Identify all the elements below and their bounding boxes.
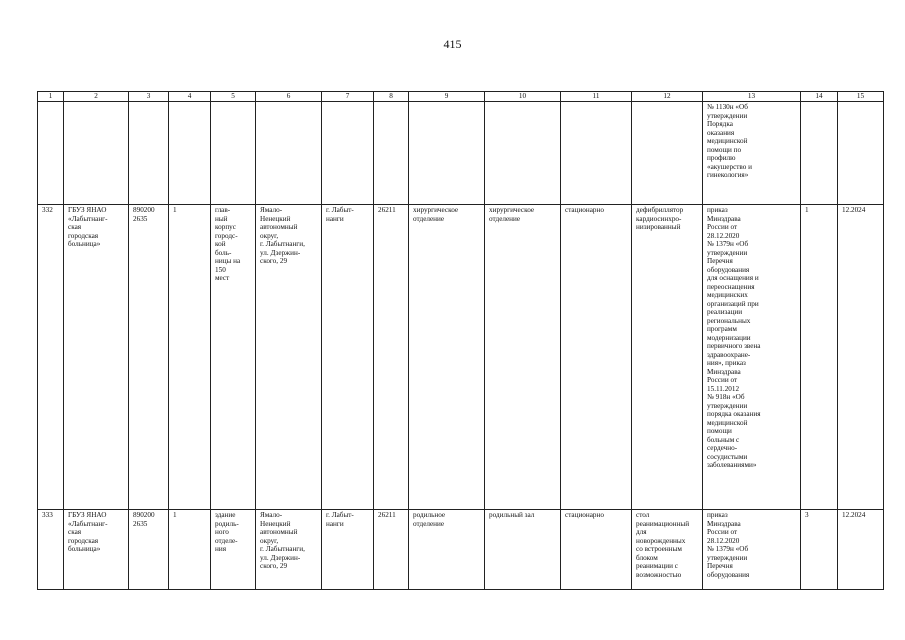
text-line: 15.11.2012 <box>707 384 740 393</box>
cell <box>322 102 374 205</box>
text-line: программ <box>707 325 737 333</box>
date-cell: 12.2024 <box>838 510 884 590</box>
city-cell <box>322 510 374 590</box>
text-line: городс- <box>215 231 238 240</box>
cell <box>838 102 884 205</box>
text-line: гинекология» <box>707 171 749 179</box>
row-number-cell: 333 <box>38 510 64 590</box>
city-cell <box>322 205 374 510</box>
quantity-cell: 3 <box>801 510 838 590</box>
text-line: ская <box>68 223 82 231</box>
column-number-header: 10 <box>485 92 561 102</box>
inn-cell <box>129 510 169 590</box>
equipment-cell <box>632 205 703 510</box>
column-number-header: 6 <box>256 92 322 102</box>
text-line: переоснащения <box>707 282 755 291</box>
cell <box>211 102 256 205</box>
table-row <box>38 510 884 590</box>
text-line: 28.12.2020 <box>707 231 740 240</box>
text-line: России от <box>707 528 738 536</box>
address-cell <box>256 205 322 510</box>
text-line: блоком <box>636 553 658 562</box>
cell <box>561 102 632 205</box>
code-cell: 26211 <box>374 510 409 590</box>
order-cell <box>703 102 801 205</box>
col4-cell: 1 <box>169 205 211 510</box>
text-line: г. Лабыт- <box>326 206 354 214</box>
text-line: родильный зал <box>489 511 535 519</box>
text-line: ул. Дзержин- <box>260 553 301 562</box>
text-line: Минздрава <box>707 519 741 528</box>
text-line: ния <box>215 545 226 553</box>
text-line: сосудистыми <box>707 452 748 461</box>
building-cell <box>211 510 256 590</box>
text-line: хирургическое <box>413 206 459 214</box>
text-line: помощи <box>707 427 732 435</box>
text-line: ния», приказ <box>707 359 746 367</box>
cell <box>256 102 322 205</box>
text-line: родиль- <box>215 519 239 528</box>
column-number-header: 4 <box>169 92 211 102</box>
text-line: приказ <box>707 206 728 214</box>
text-line: помощи по <box>707 145 742 154</box>
building-cell <box>211 205 256 510</box>
text-line: Минздрава <box>707 214 741 223</box>
cell <box>632 102 703 205</box>
text-line: № 918н «Об <box>707 393 745 401</box>
text-line: Перечня <box>707 562 733 570</box>
column-number-header: 11 <box>561 92 632 102</box>
text-line: утверждении <box>707 111 748 120</box>
text-line: сердечно- <box>707 444 738 452</box>
text-line: новорожденных <box>636 536 686 545</box>
text-line: Ямало- <box>260 206 283 214</box>
text-line: реанимации с <box>636 562 678 570</box>
text-line: возможностью <box>636 570 682 579</box>
cell <box>38 102 64 205</box>
quantity-cell: 1 <box>801 205 838 510</box>
text-line: больница» <box>68 545 101 553</box>
order-cell <box>703 510 801 590</box>
department-cell <box>409 510 485 590</box>
care-type-cell: стационарно <box>561 205 632 510</box>
text-line: «Лабытнанг- <box>68 519 108 528</box>
column-number-row <box>38 92 884 102</box>
text-line: ГБУЗ ЯНАО <box>68 206 107 214</box>
text-line: больница» <box>68 240 101 248</box>
text-line: хирургическое <box>489 206 535 214</box>
cell <box>485 102 561 205</box>
text-line: заболеваниями» <box>707 461 757 469</box>
text-line: утверждении <box>707 401 748 410</box>
text-line: г. Лабытнанги, <box>260 545 305 553</box>
equipment-registry-table <box>37 91 884 590</box>
column-number-header: 14 <box>801 92 838 102</box>
cell <box>801 102 838 205</box>
text-line: Ненецкий <box>260 214 291 223</box>
text-line: ского, 29 <box>260 257 288 265</box>
text-line: региональных <box>707 316 751 325</box>
text-line: здание <box>215 511 236 519</box>
row-number-cell: 332 <box>38 205 64 510</box>
text-line: Перечня <box>707 257 733 265</box>
text-line: ская <box>68 528 82 536</box>
text-line: модернизации <box>707 333 751 342</box>
text-line: Ямало- <box>260 511 283 519</box>
text-line: отделе- <box>215 536 238 545</box>
text-line: боль- <box>215 248 232 257</box>
text-line: нанги <box>326 519 344 528</box>
text-line: глав- <box>215 206 231 214</box>
column-number-header: 9 <box>409 92 485 102</box>
column-number-header: 8 <box>374 92 409 102</box>
text-line: отделение <box>413 519 445 528</box>
text-line: 2635 <box>133 519 148 528</box>
code-cell: 26211 <box>374 205 409 510</box>
column-number-header: 7 <box>322 92 374 102</box>
text-line: г. Лабытнанги, <box>260 240 305 248</box>
text-line: стол <box>636 511 650 519</box>
text-line: автономный <box>260 528 298 536</box>
text-line: оборудования <box>707 570 750 579</box>
text-line: медицинских <box>707 291 748 299</box>
date-cell: 12.2024 <box>838 205 884 510</box>
cell <box>129 102 169 205</box>
organization-cell <box>64 510 129 590</box>
text-line: ского, 29 <box>260 562 288 570</box>
column-number-header: 5 <box>211 92 256 102</box>
text-line: 890200 <box>133 511 155 519</box>
care-type-cell: стационарно <box>561 510 632 590</box>
text-line: медицинской <box>707 137 748 145</box>
text-line: для оснащения и <box>707 274 759 282</box>
text-line: порядка оказания <box>707 410 761 418</box>
text-line: ного <box>215 528 229 536</box>
department-cell <box>409 205 485 510</box>
column-number-header: 13 <box>703 92 801 102</box>
text-line: № 1130н «Об <box>707 103 748 111</box>
address-cell <box>256 510 322 590</box>
cell <box>64 102 129 205</box>
column-number-header: 1 <box>38 92 64 102</box>
unit-cell <box>485 205 561 510</box>
text-line: городская <box>68 536 99 545</box>
text-line: Ненецкий <box>260 519 291 528</box>
text-line: отделение <box>413 214 445 223</box>
text-line: ницы на <box>215 257 241 265</box>
equipment-cell <box>632 510 703 590</box>
text-line: России от <box>707 223 738 231</box>
cell <box>374 102 409 205</box>
text-line: организаций при <box>707 299 759 308</box>
column-number-header: 3 <box>129 92 169 102</box>
text-line: медицинской <box>707 418 748 427</box>
text-line: 150 <box>215 265 226 274</box>
text-line: низированный <box>636 223 681 231</box>
cell <box>169 102 211 205</box>
col4-cell: 1 <box>169 510 211 590</box>
order-cell <box>703 205 801 510</box>
text-line: родильное <box>413 511 446 519</box>
text-line: отделение <box>489 214 521 223</box>
text-line: реализации <box>707 308 743 316</box>
text-line: автономный <box>260 223 298 231</box>
text-line: г. Лабыт- <box>326 511 354 519</box>
table-row <box>38 205 884 510</box>
text-line: ул. Дзержин- <box>260 248 301 257</box>
text-line: «акушерство и <box>707 162 752 171</box>
text-line: «Лабытнанг- <box>68 214 108 223</box>
column-number-header: 12 <box>632 92 703 102</box>
text-line: ный <box>215 214 228 223</box>
text-line: 890200 <box>133 206 155 214</box>
text-line: здравоохране- <box>707 350 751 359</box>
continuation-row <box>38 102 884 205</box>
text-line: для <box>636 528 647 536</box>
text-line: дефибриллятор <box>636 206 684 214</box>
text-line: профилю <box>707 154 736 162</box>
text-line: городская <box>68 231 99 240</box>
text-line: нанги <box>326 214 344 223</box>
column-number-header: 15 <box>838 92 884 102</box>
text-line: мест <box>215 274 230 282</box>
text-line: Минздрава <box>707 367 741 376</box>
text-line: 28.12.2020 <box>707 536 740 545</box>
text-line: оборудования <box>707 265 750 274</box>
column-number-header: 2 <box>64 92 129 102</box>
text-line: утверждении <box>707 248 748 257</box>
page-number: 415 <box>443 37 462 51</box>
text-line: России от <box>707 376 738 384</box>
text-line: ГБУЗ ЯНАО <box>68 511 107 519</box>
text-line: округ, <box>260 536 279 545</box>
text-line: кой <box>215 240 226 248</box>
cell <box>409 102 485 205</box>
text-line: кардиосинхро- <box>636 214 682 223</box>
text-line: утверждении <box>707 553 748 562</box>
text-line: № 1379н «Об <box>707 240 749 248</box>
text-line: реанимационный <box>636 519 690 528</box>
text-line: приказ <box>707 511 728 519</box>
text-line: больным с <box>707 435 740 444</box>
text-line: Порядка <box>707 120 733 128</box>
text-line: оказания <box>707 128 735 137</box>
text-line: первичного звена <box>707 342 761 350</box>
text-line: округ, <box>260 231 279 240</box>
text-line: 2635 <box>133 214 148 223</box>
unit-cell <box>485 510 561 590</box>
inn-cell <box>129 205 169 510</box>
text-line: со встроенным <box>636 545 682 553</box>
text-line: № 1379н «Об <box>707 545 749 553</box>
text-line: корпус <box>215 223 236 231</box>
organization-cell <box>64 205 129 510</box>
